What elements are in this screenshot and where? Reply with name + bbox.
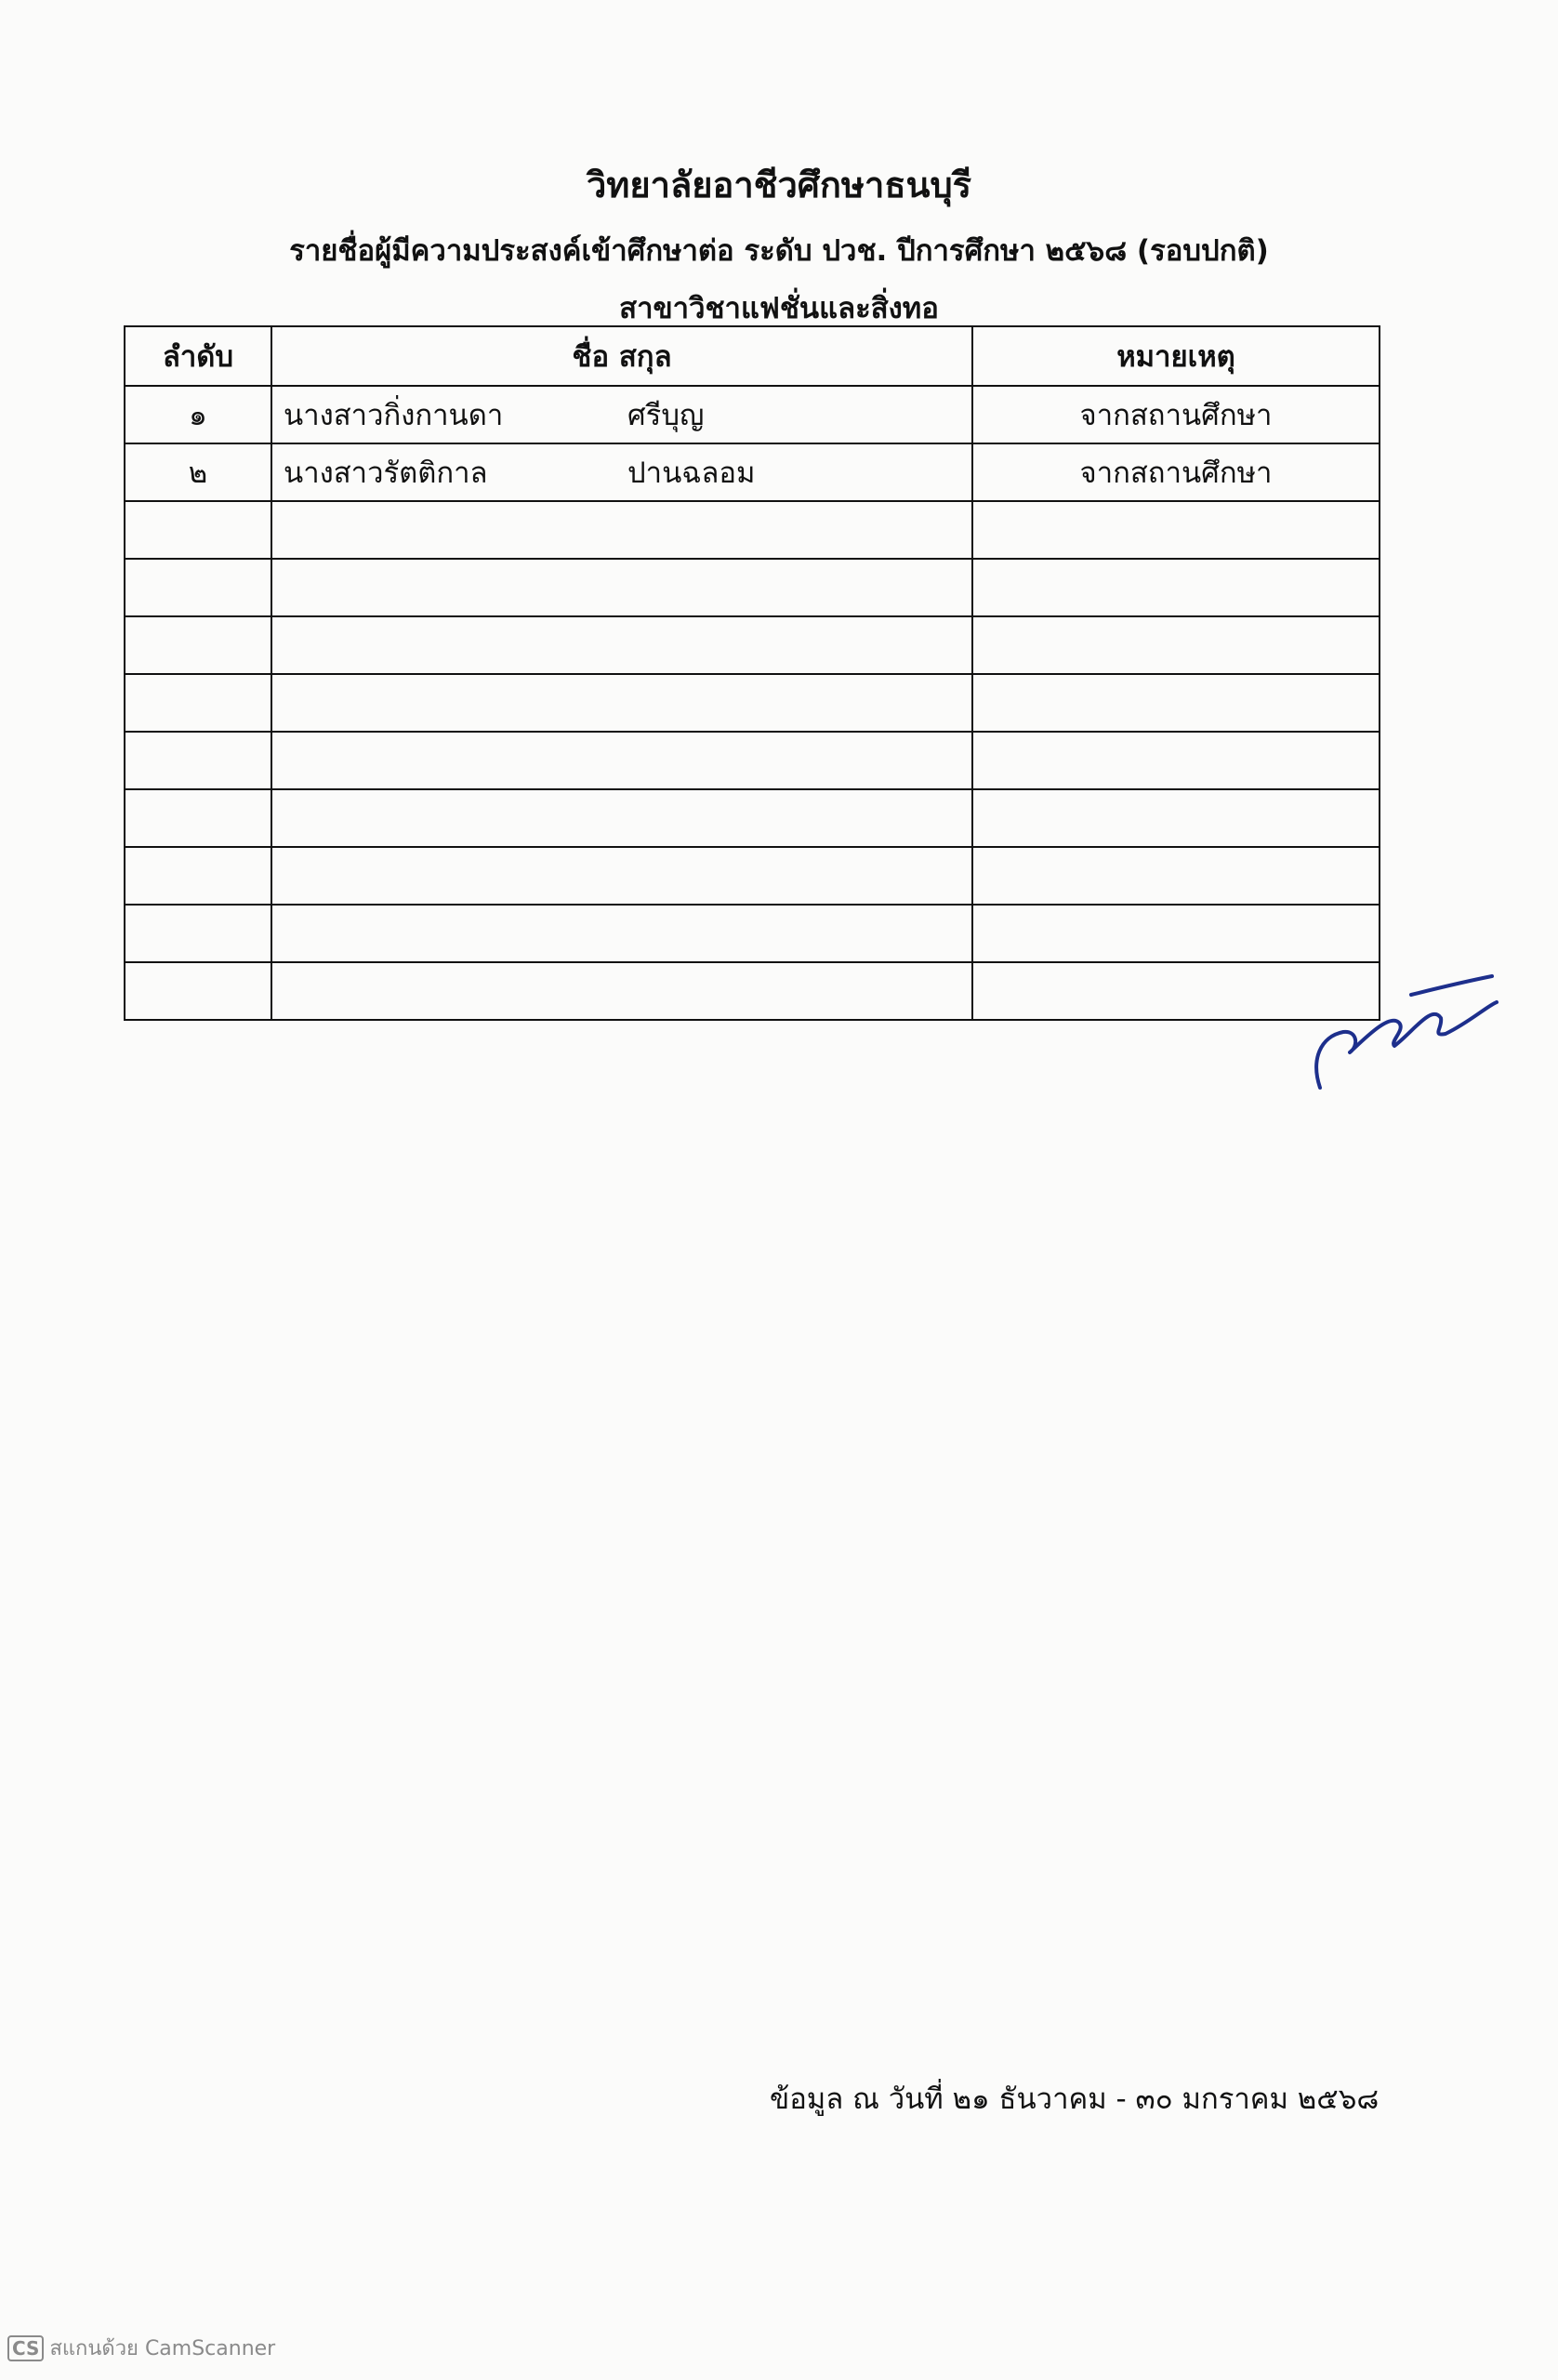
- empty-cell: [125, 962, 271, 1020]
- empty-cell: [125, 559, 271, 616]
- table-header-row: [125, 326, 1380, 386]
- applicant-table: [124, 325, 1380, 1021]
- empty-table-row: [125, 732, 1380, 789]
- empty-cell: [271, 789, 972, 847]
- empty-cell: [972, 501, 1380, 559]
- table-row: [125, 386, 1380, 443]
- empty-cell: [271, 847, 972, 905]
- empty-cell: [271, 732, 972, 789]
- data-as-of-date: ข้อมูล ณ วันที่ ๒๑ ธันวาคม - ๓๐ มกราคม ๒๕๖๘: [770, 2082, 1380, 2116]
- empty-table-row: [125, 616, 1380, 674]
- empty-cell: [125, 674, 271, 732]
- row-number: ๒: [125, 443, 271, 501]
- program-name: สาขาวิชาแฟชั่นและสิ่งทอ: [619, 292, 939, 325]
- empty-cell: [972, 616, 1380, 674]
- empty-cell: [125, 501, 271, 559]
- column-header-note: หมายเหตุ: [972, 326, 1380, 386]
- empty-cell: [125, 789, 271, 847]
- empty-table-row: [125, 905, 1380, 962]
- camscanner-logo-icon: CS: [7, 2335, 44, 2361]
- empty-cell: [125, 847, 271, 905]
- given-name: นางสาวรัตติกาล: [284, 456, 488, 490]
- empty-cell: [125, 732, 271, 789]
- family-name: ศรีบุญ: [627, 399, 705, 432]
- camscanner-watermark: [7, 2332, 275, 2364]
- empty-cell: [125, 905, 271, 962]
- row-note: จากสถานศึกษา: [972, 386, 1380, 443]
- table-row: [125, 443, 1380, 501]
- empty-cell: [125, 616, 271, 674]
- empty-cell: [972, 789, 1380, 847]
- applicant-name: [271, 443, 972, 501]
- handwritten-signature: [1301, 948, 1506, 1106]
- column-header-name: ชื่อ สกุล: [271, 326, 972, 386]
- applicant-name: [271, 386, 972, 443]
- empty-cell: [271, 559, 972, 616]
- row-note: จากสถานศึกษา: [972, 443, 1380, 501]
- empty-cell: [271, 674, 972, 732]
- family-name: ปานฉลอม: [627, 456, 756, 490]
- empty-table-row: [125, 501, 1380, 559]
- given-name: นางสาวกิ่งกานดา: [284, 399, 504, 432]
- empty-cell: [271, 962, 972, 1020]
- camscanner-text: สแกนด้วย CamScanner: [49, 2337, 276, 2360]
- column-header-number: ลำดับ: [125, 326, 271, 386]
- empty-cell: [972, 674, 1380, 732]
- row-number: ๑: [125, 386, 271, 443]
- empty-cell: [972, 559, 1380, 616]
- empty-cell: [271, 905, 972, 962]
- empty-table-row: [125, 559, 1380, 616]
- empty-table-row: [125, 962, 1380, 1020]
- empty-table-row: [125, 789, 1380, 847]
- empty-table-row: [125, 847, 1380, 905]
- empty-cell: [972, 732, 1380, 789]
- empty-cell: [972, 847, 1380, 905]
- document-subtitle: รายชื่อผู้มีความประสงค์เข้าศึกษาต่อ ระดับ ปวช. ปีการศึกษา ๒๕๖๘ (รอบปกติ): [289, 234, 1269, 268]
- empty-cell: [271, 501, 972, 559]
- empty-table-row: [125, 674, 1380, 732]
- institution-title: วิทยาลัยอาชีวศึกษาธนบุรี: [586, 165, 972, 205]
- empty-cell: [271, 616, 972, 674]
